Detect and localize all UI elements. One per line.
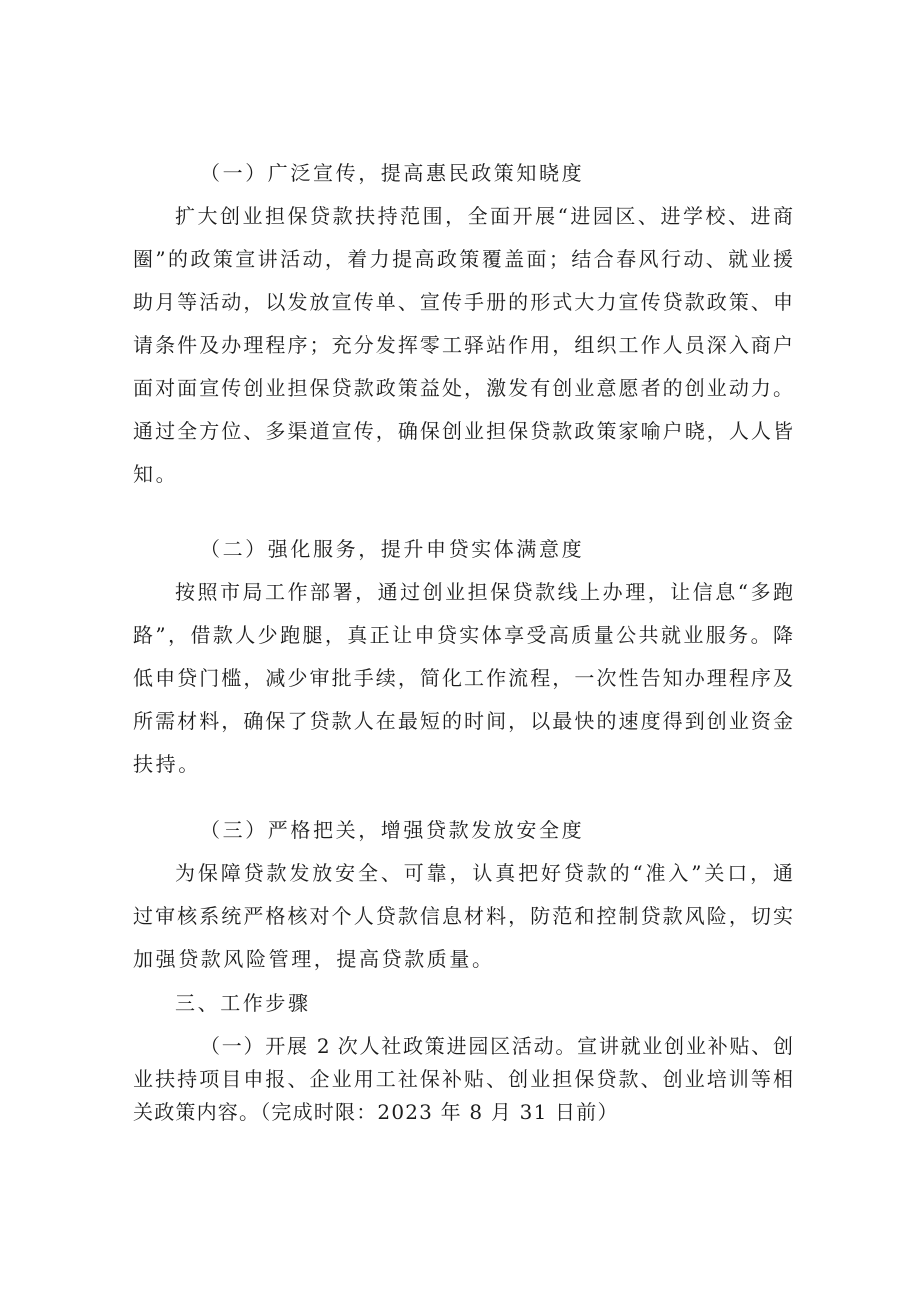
step-item-line: 关政策内容。（完成时限：2023 年 8 月 31 日前）: [133, 1100, 619, 1124]
section-heading-1: （一）广泛宣传，提高惠民政策知晓度: [200, 161, 585, 185]
paragraph-line: 知。: [133, 462, 179, 486]
paragraph-line: 圈”的政策宣讲活动，着力提高政策覆盖面；结合春风行动、就业援: [133, 247, 793, 271]
paragraph-line: 所需材料，确保了贷款人在最短的时间，以最快的速度得到创业资金: [133, 709, 793, 733]
paragraph-line: 为保障贷款发放安全、可靠，认真把好贷款的“准入”关口，通: [175, 861, 793, 885]
paragraph-line: 按照市局工作部署，通过创业担保贷款线上办理，让信息“多跑: [175, 580, 793, 604]
paragraph-line: 面对面宣传创业担保贷款政策益处，激发有创业意愿者的创业动力。: [133, 376, 793, 400]
paragraph-line: 过审核系统严格核对个人贷款信息材料，防范和控制贷款风险，切实: [133, 904, 793, 928]
step-item-line: 业扶持项目申报、企业用工社保补贴、创业担保贷款、创业培训等相: [133, 1067, 793, 1091]
paragraph-line: 扩大创业担保贷款扶持范围，全面开展“进园区、进学校、进商: [175, 204, 793, 228]
paragraph-line: 路”，借款人少跑腿，真正让申贷实体享受高质量公共就业服务。降: [133, 623, 793, 647]
paragraph-line: 加强贷款风险管理，提高贷款质量。: [133, 947, 495, 971]
section-heading-2: （二）强化服务，提升申贷实体满意度: [200, 537, 585, 561]
step-item-line: （一）开展 2 次人社政策进园区活动。宣讲就业创业补贴、创: [200, 1034, 793, 1058]
chapter-heading: 三、工作步骤: [175, 991, 311, 1015]
paragraph-line: 低申贷门槛，减少审批手续，简化工作流程，一次性告知办理程序及: [133, 666, 793, 690]
paragraph-line: 请条件及办理程序；充分发挥零工驿站作用，组织工作人员深入商户: [133, 333, 793, 357]
paragraph-line: 扶持。: [133, 752, 201, 776]
paragraph-line: 助月等活动，以发放宣传单、宣传手册的形式大力宣传贷款政策、申: [133, 290, 793, 314]
paragraph-line: 通过全方位、多渠道宣传，确保创业担保贷款政策家喻户晓，人人皆: [133, 419, 793, 443]
section-heading-3: （三）严格把关，增强贷款发放安全度: [200, 818, 585, 842]
